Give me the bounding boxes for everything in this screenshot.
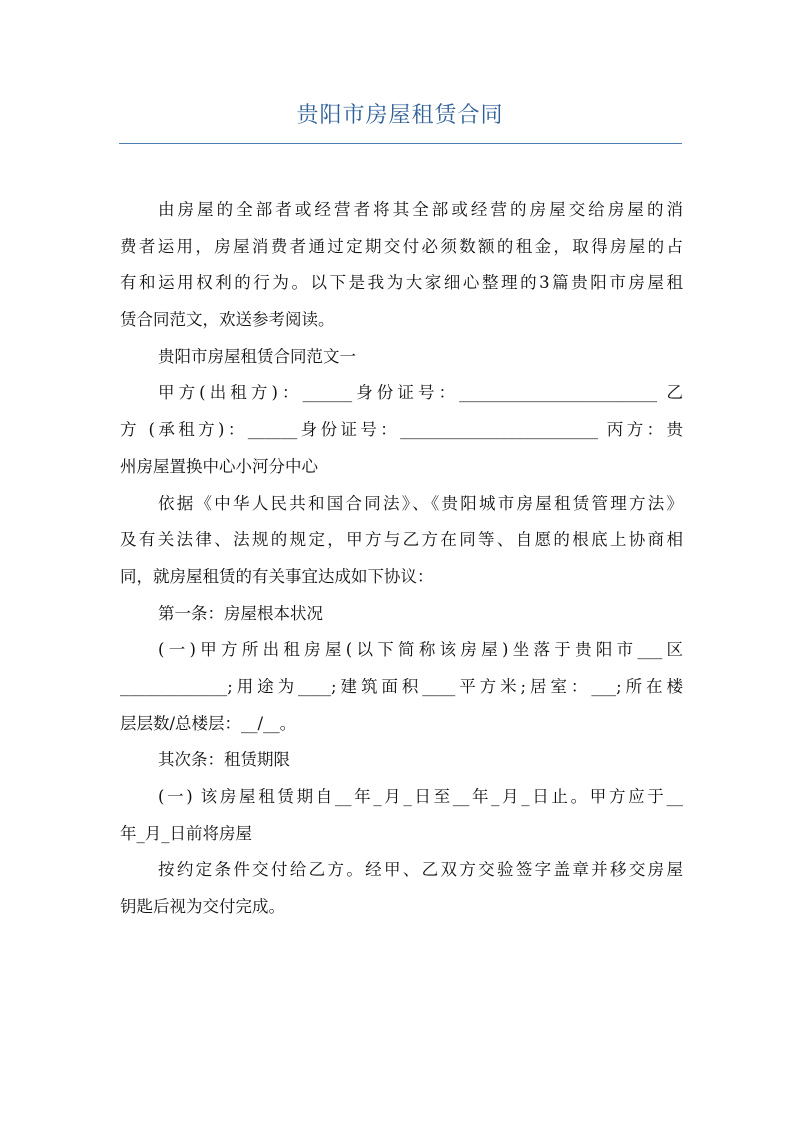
intro-line-4: 赁合同范文，欢送参考阅读。 <box>120 310 335 330</box>
basis-line-3: 同，就房屋租赁的有关事宜达成如下协议： <box>120 566 434 586</box>
article-one-heading: 第一条：房屋根本状况 <box>158 603 323 623</box>
article-two-item-line-2: 年_月_日前将房屋 <box>120 823 252 843</box>
party-c-line: 州房屋置换中心小河分中心 <box>120 456 318 476</box>
article-one-item-line-3: 层层数/总楼层：__/__。 <box>120 713 297 733</box>
section-heading-sample-one: 贵阳市房屋租赁合同范文一 <box>158 346 356 366</box>
article-two-heading: 其次条：租赁期限 <box>158 750 290 770</box>
article-two-item-line-1: (一) 该房屋租赁期自__年_月_日至__年_月_日止。甲方应于__ <box>158 787 683 806</box>
document-title: 贵阳市房屋租赁合同 <box>296 103 504 128</box>
article-one-item-line-1: (一)甲方所出租房屋(以下简称该房屋)坐落于贵阳市___区 <box>158 640 683 660</box>
intro-line-3: 有和运用权利的行为。以下是我为大家细心整理的3篇贵阳市房屋租 <box>120 273 683 293</box>
party-b-line: 方 (承租方)：______身份证号：________________________ 丙方：贵 <box>120 420 683 440</box>
delivery-line-1: 按约定条件交付给乙方。经甲、乙双方交验签字盖章并移交房屋 <box>158 860 683 880</box>
basis-line-2: 及有关法律、法规的规定，甲方与乙方在同等、自愿的根底上协商相 <box>120 530 683 550</box>
basis-line-1: 依据《中华人民共和国合同法》、《贵阳城市房屋租赁管理方法》 <box>158 493 683 513</box>
document-body <box>120 192 683 926</box>
intro-line-2: 费者运用，房屋消费者通过定期交付必须数额的租金，取得房屋的占 <box>120 236 683 256</box>
title-underline <box>119 143 682 144</box>
article-one-item-line-2: _____________;用途为____;建筑面积____平方米;居室：___;所在楼 <box>120 676 683 696</box>
party-a-line: 甲方(出租方)：______身份证号：________________________ 乙 <box>158 383 683 403</box>
intro-line-1: 由房屋的全部者或经营者将其全部或经营的房屋交给房屋的消 <box>158 200 683 219</box>
delivery-line-2: 钥匙后视为交付完成。 <box>120 897 285 917</box>
